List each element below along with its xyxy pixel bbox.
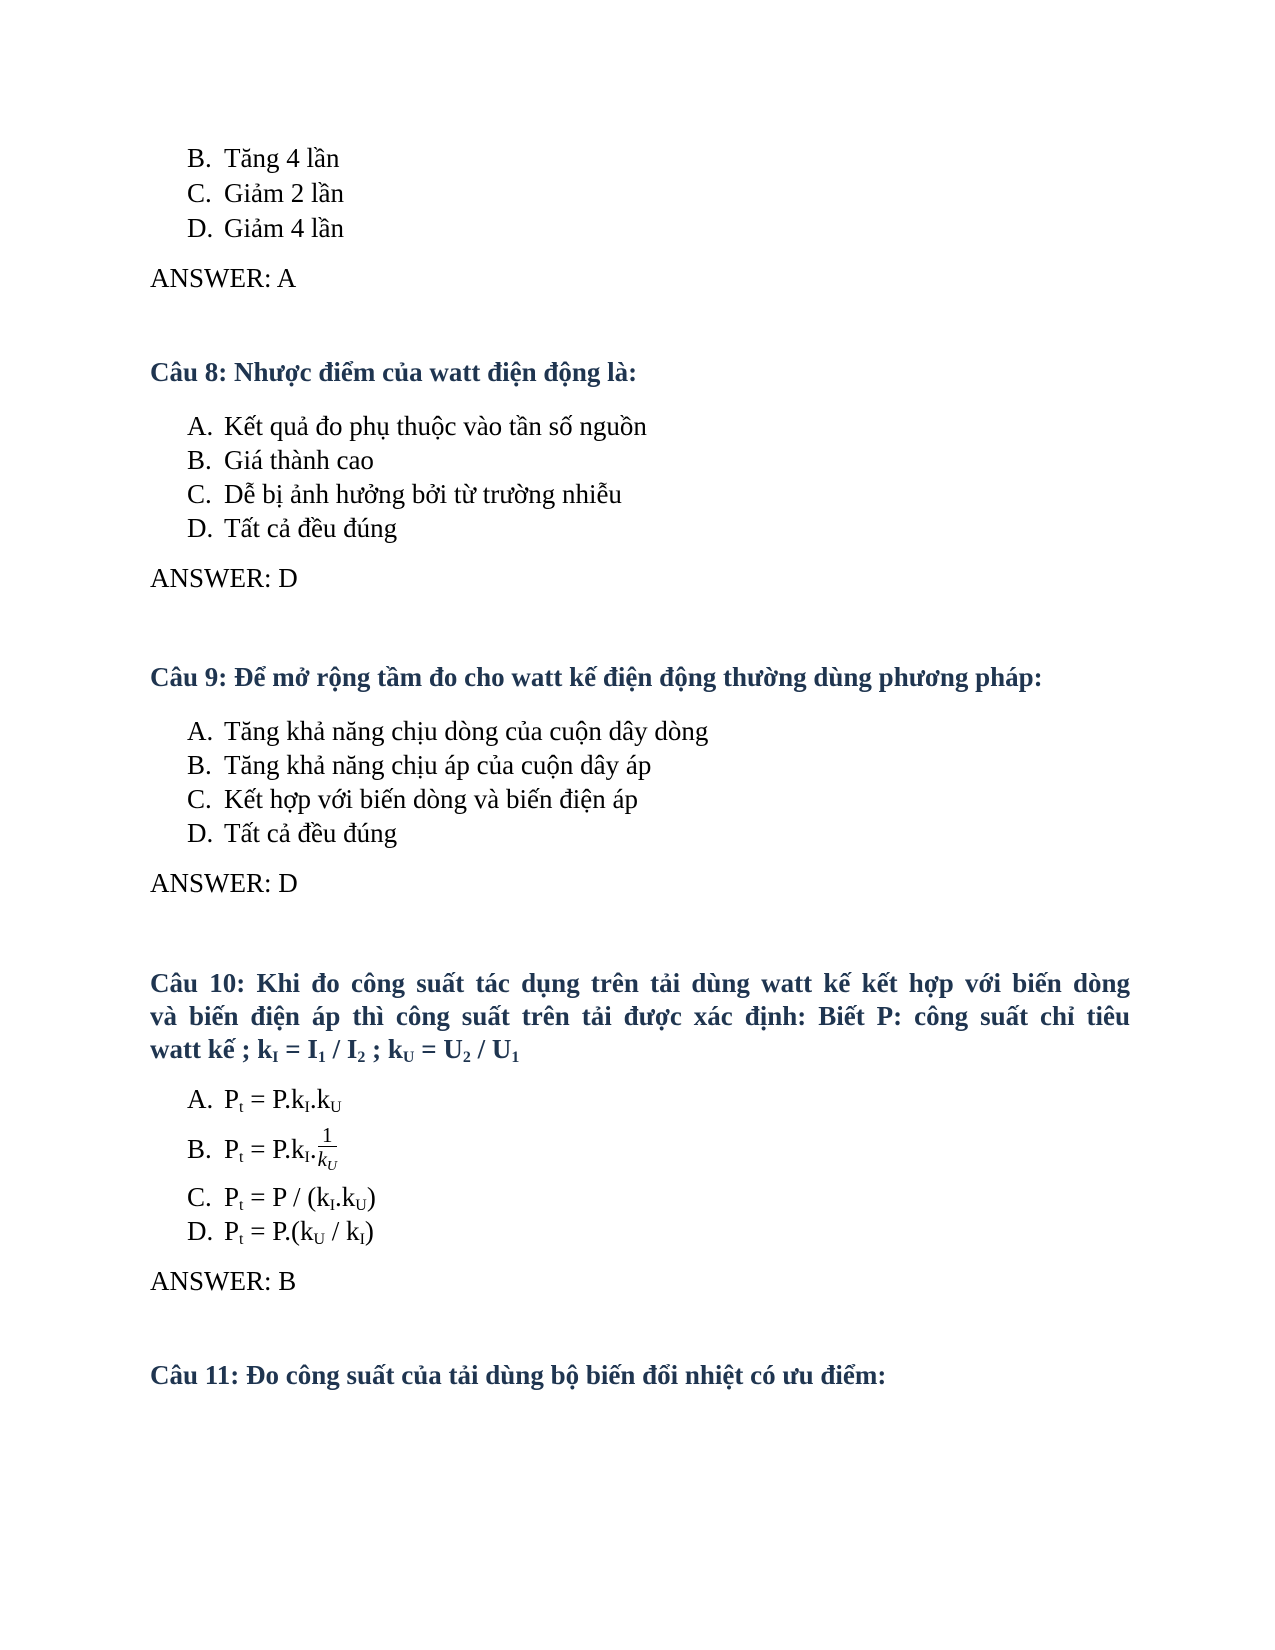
question-text: Câu 11: Đo công suất của tải dùng bộ biến đổi nhiệt có ưu điểm: (150, 1360, 887, 1390)
option-letter: B. (187, 143, 212, 173)
option-c (187, 176, 344, 210)
question-heading (150, 967, 1130, 1066)
option-c (187, 782, 638, 816)
option-c (187, 1180, 376, 1214)
option-b (187, 748, 651, 782)
option-letter: B. (187, 750, 212, 780)
option-d (187, 1214, 374, 1248)
option-letter: D. (187, 213, 214, 243)
formula: $P_t = P.k_I.k_U$ (224, 1084, 342, 1116)
option-text: Dễ bị ảnh hưởng bởi từ trường nhiễu (224, 479, 622, 509)
answer-line: ANSWER: B (150, 1266, 297, 1296)
option-letter: C. (187, 784, 212, 814)
option-text: Tất cả đều đúng (224, 818, 398, 848)
option-letter: A. (187, 716, 214, 746)
question-heading (150, 356, 1130, 389)
question-text-line: và biến điện áp thì công suất trên tải được xác định: Biết P: công suất chỉ tiêu (150, 1001, 1130, 1031)
option-letter: B. (187, 445, 212, 475)
option-text: Tất cả đều đúng (224, 513, 398, 543)
option-text: Tăng 4 lần (224, 143, 340, 173)
answer-line: ANSWER: D (150, 563, 298, 593)
option-text: Tăng khả năng chịu áp của cuộn dây áp (224, 750, 652, 780)
option-text: Giảm 2 lần (224, 178, 344, 208)
option-b (187, 1120, 337, 1178)
option-letter: D. (187, 818, 214, 848)
option-letter: C. (187, 479, 212, 509)
option-d (187, 511, 397, 545)
option-d (187, 816, 397, 850)
option-letter: C. (187, 178, 212, 208)
option-text: Kết hợp với biến dòng và biến điện áp (224, 784, 638, 814)
question-text-line: watt kế ; $k_I = I_1 / I_2$ ; $k_U = U_2 / U_1$ (150, 1034, 520, 1066)
option-c (187, 477, 622, 511)
question-heading (150, 1359, 1130, 1392)
formula: $P_t = P.(k_U / k_I)$ (224, 1216, 374, 1248)
option-a (187, 714, 708, 748)
option-letter: A. (187, 1084, 214, 1114)
question-heading (150, 661, 1130, 694)
fraction: $\frac{1}{k_U}$ (317, 1123, 338, 1175)
question-text: Câu 9: Để mở rộng tầm đo cho watt kế điện động thường dùng phương pháp: (150, 662, 1043, 692)
option-text: Giá thành cao (224, 445, 374, 475)
option-a (187, 1082, 342, 1116)
option-b (187, 141, 339, 175)
option-letter: B. (187, 1134, 212, 1164)
answer-line: ANSWER: D (150, 868, 298, 898)
option-d (187, 211, 344, 245)
option-text: Tăng khả năng chịu dòng của cuộn dây dòng (224, 716, 709, 746)
option-letter: A. (187, 411, 214, 441)
option-letter: D. (187, 1216, 214, 1246)
question-text-line: Câu 10: Khi đo công suất tác dụng trên tải dùng watt kế kết hợp với biến dòng (150, 968, 1130, 998)
option-text: Kết quả đo phụ thuộc vào tần số nguồn (224, 411, 647, 441)
answer-line: ANSWER: A (150, 263, 297, 293)
question-text: Câu 8: Nhược điểm của watt điện động là: (150, 357, 638, 387)
option-letter: C. (187, 1182, 212, 1212)
option-text: Giảm 4 lần (224, 213, 344, 243)
option-b (187, 443, 374, 477)
option-a (187, 409, 647, 443)
formula: $P_t = P / (k_I.k_U)$ (224, 1182, 376, 1214)
formula: $P_t = P.k_I$. $\frac{1}{k_U}$ (224, 1123, 338, 1175)
option-letter: D. (187, 513, 214, 543)
